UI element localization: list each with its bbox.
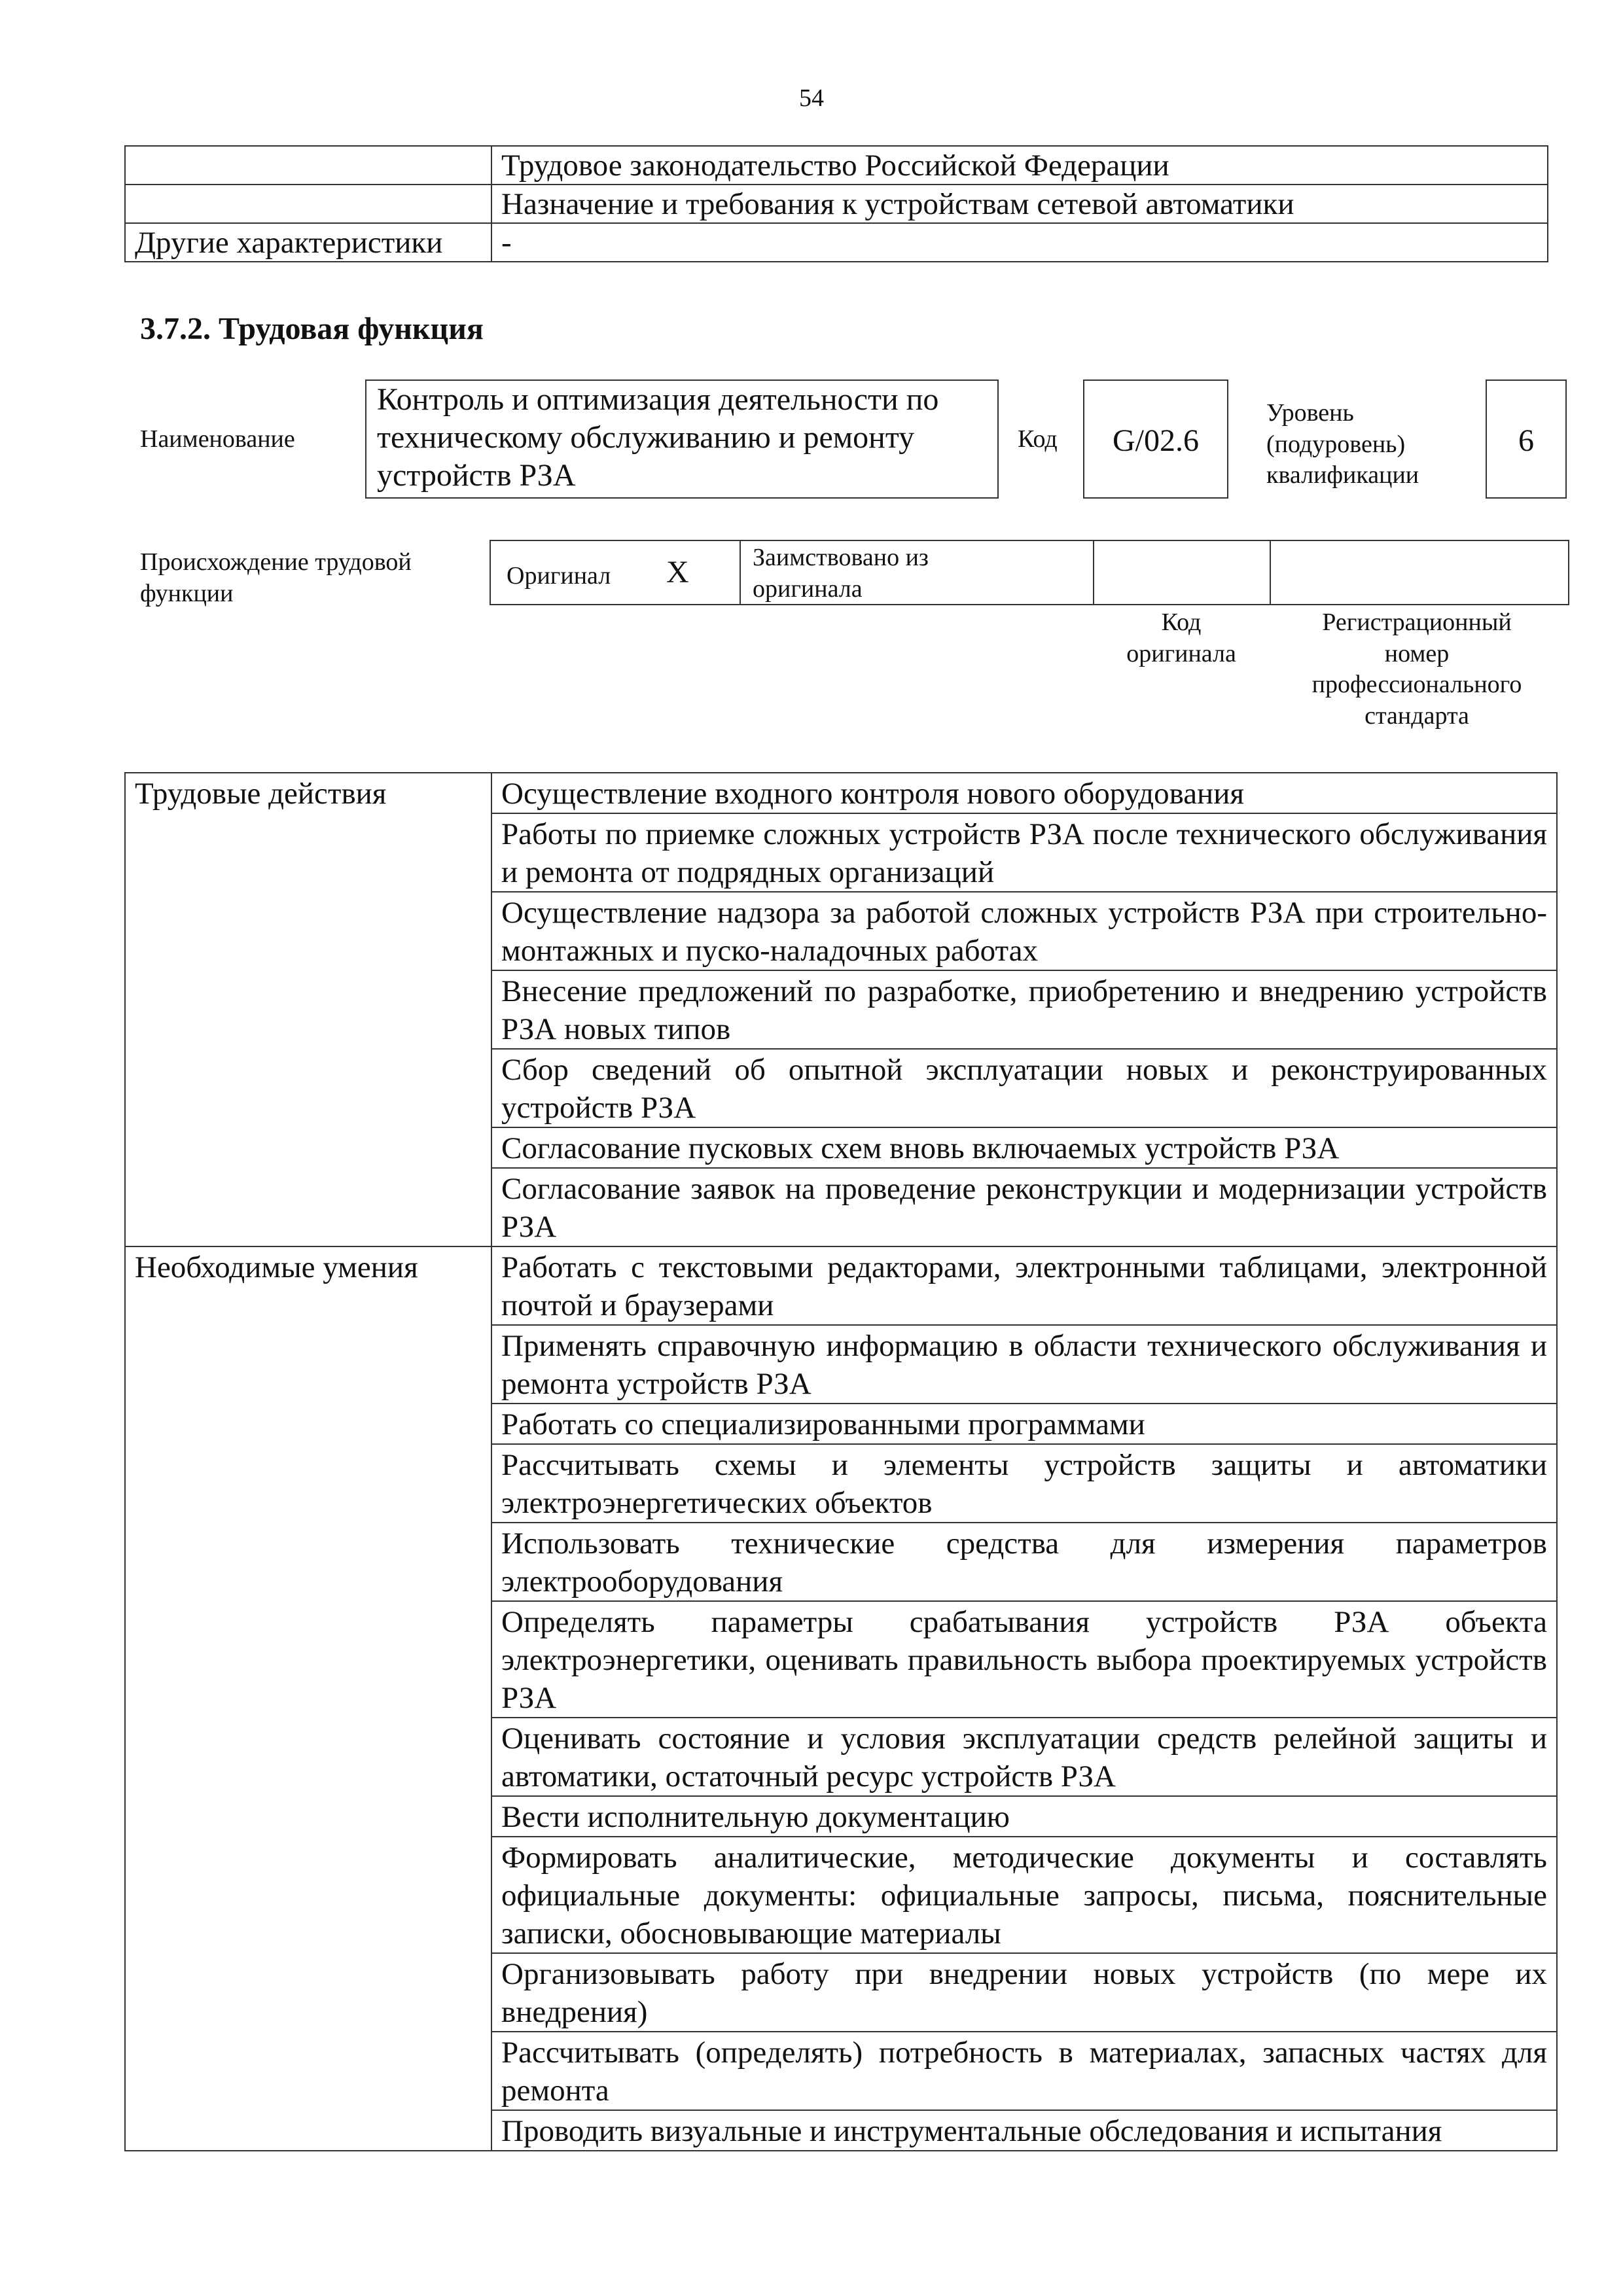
original-mark: X bbox=[666, 555, 689, 590]
table-row bbox=[125, 185, 1548, 223]
caption-line: Регистрационный bbox=[1322, 609, 1512, 636]
origin-label-line: функции bbox=[140, 579, 234, 607]
empty-label-cell bbox=[125, 185, 491, 223]
code-value: G/02.6 bbox=[1083, 380, 1228, 499]
skill-item: Формировать аналитические, методические документы и составлять официальные документы: официальные запросы, письма, пояснительные записки, обосновывающие материалы bbox=[491, 1837, 1557, 1953]
labor-action-item: Согласование пусковых схем вновь включаемых устройств РЗА bbox=[491, 1127, 1557, 1168]
table-row bbox=[125, 146, 1548, 185]
caption-line: оригинала bbox=[1126, 639, 1236, 667]
table-row bbox=[125, 223, 1548, 262]
original-code-caption bbox=[1093, 607, 1270, 669]
skill-item: Рассчитывать (определять) потребность в материалах, запасных частях для ремонта bbox=[491, 2032, 1557, 2110]
empty-label-cell bbox=[125, 146, 491, 185]
section-heading: 3.7.2. Трудовая функция bbox=[140, 311, 484, 346]
origin-label bbox=[140, 547, 412, 609]
other-characteristics-label: Другие характеристики bbox=[125, 223, 491, 262]
skill-item: Рассчитывать схемы и элементы устройств защиты и автоматики электроэнергетических объектов bbox=[491, 1444, 1557, 1523]
skill-item: Организовывать работу при внедрении новых устройств (по мере их внедрения) bbox=[491, 1953, 1557, 2032]
level-label bbox=[1266, 398, 1419, 491]
skill-item: Применять справочную информацию в области технического обслуживания и ремонта устройств РЗА bbox=[491, 1325, 1557, 1404]
labor-action-item: Осуществление входного контроля нового оборудования bbox=[491, 773, 1557, 813]
caption-line: Код bbox=[1161, 609, 1202, 636]
labor-action-item: Внесение предложений по разработке, приобретению и внедрению устройств РЗА новых типов bbox=[491, 970, 1557, 1049]
page-number: 54 bbox=[799, 84, 824, 112]
skill-item: Проводить визуальные и инструментальные обследования и испытания bbox=[491, 2110, 1557, 2151]
other-characteristics-table bbox=[124, 145, 1548, 262]
skill-item: Работать с текстовыми редакторами, электронными таблицами, электронной почтой и браузерами bbox=[491, 1246, 1557, 1325]
skill-item: Определять параметры срабатывания устройств РЗА объекта электроэнергетики, оценивать правильность выбора проектируемых устройств РЗА bbox=[491, 1601, 1557, 1718]
function-name-line: устройств РЗА bbox=[377, 458, 576, 493]
borrowed-label-line: Заимствовано из bbox=[753, 544, 929, 571]
labor-actions-label: Трудовые действия bbox=[125, 773, 491, 1246]
qualification-level-value: 6 bbox=[1486, 380, 1567, 499]
labor-action-item: Сбор сведений об опытной эксплуатации новых и реконструированных устройств РЗА bbox=[491, 1049, 1557, 1127]
origin-box bbox=[490, 540, 1569, 605]
table-row bbox=[125, 1246, 1557, 1325]
function-name-line: Контроль и оптимизация деятельности по bbox=[377, 382, 939, 417]
level-label-line: квалификации bbox=[1266, 461, 1419, 489]
table-row bbox=[125, 773, 1557, 813]
function-name-line: техническому обслуживанию и ремонту bbox=[377, 420, 915, 455]
divider bbox=[1093, 541, 1094, 604]
labor-action-item: Согласование заявок на проведение реконструкции и модернизации устройств РЗА bbox=[491, 1168, 1557, 1246]
borrowed-label bbox=[753, 542, 929, 605]
code-label: Код bbox=[1018, 425, 1058, 453]
origin-label-line: Происхождение трудовой bbox=[140, 548, 412, 576]
divider bbox=[740, 541, 741, 604]
skill-item: Вести исполнительную документацию bbox=[491, 1796, 1557, 1837]
labor-action-item: Работы по приемке сложных устройств РЗА после технического обслуживания и ремонта от подрядных организаций bbox=[491, 813, 1557, 892]
original-label: Оригинал bbox=[507, 562, 611, 590]
skill-item: Оценивать состояние и условия эксплуатации средств релейной защиты и автоматики, остаточный ресурс устройств РЗА bbox=[491, 1718, 1557, 1796]
required-skills-label: Необходимые умения bbox=[125, 1246, 491, 2151]
borrowed-label-line: оригинала bbox=[753, 574, 863, 603]
skill-item: Работать со специализированными программами bbox=[491, 1404, 1557, 1444]
name-label: Наименование bbox=[140, 425, 295, 453]
caption-line: профессионального bbox=[1311, 671, 1522, 698]
skill-item: Использовать технические средства для измерения параметров электрооборудования bbox=[491, 1523, 1557, 1601]
other-characteristics-value: - bbox=[491, 223, 1548, 262]
level-label-line: (подуровень) bbox=[1266, 430, 1406, 458]
caption-line: стандарта bbox=[1364, 701, 1469, 730]
divider bbox=[1270, 541, 1271, 604]
caption-line: номер bbox=[1384, 639, 1450, 667]
level-label-line: Уровень bbox=[1266, 399, 1354, 427]
labor-function-table bbox=[124, 772, 1558, 2151]
table-cell: Трудовое законодательство Российской Федерации bbox=[491, 146, 1548, 185]
labor-action-item: Осуществление надзора за работой сложных устройств РЗА при строительно-монтажных и пуско-наладочных работах bbox=[491, 892, 1557, 970]
registration-number-caption bbox=[1273, 607, 1561, 732]
table-cell: Назначение и требования к устройствам сетевой автоматики bbox=[491, 185, 1548, 223]
function-name-box bbox=[365, 380, 999, 499]
